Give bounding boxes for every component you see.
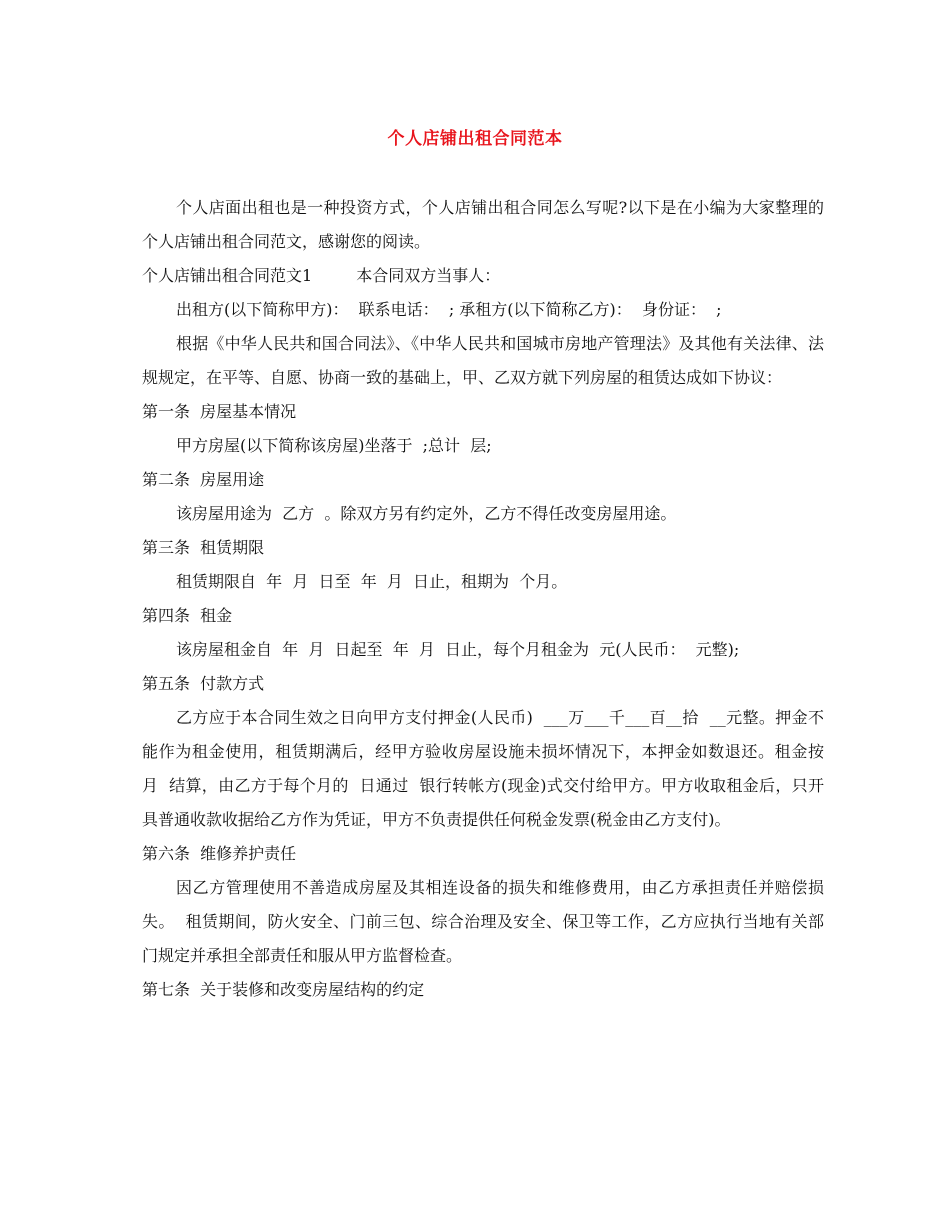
article-1-body: 甲方房屋(以下简称该房屋)坐落于 ;总计 层; — [176, 436, 492, 455]
article-1-title: 第一条 房屋基本情况 — [142, 402, 297, 421]
article-7-title: 第七条 关于装修和改变房屋结构的约定 — [142, 980, 425, 999]
article-6-title: 第六条 维修养护责任 — [142, 844, 297, 863]
document-body — [142, 191, 835, 1007]
basis-paragraph: 根据《中华人民共和国合同法》、《中华人民共和国城市房地产管理法》及其他有关法律、法规规定，在平等、自愿、协商一致的基础上，甲、乙双方就下列房屋的租赁达成如下协议： — [142, 334, 824, 387]
article-3-title: 第三条 租赁期限 — [142, 538, 265, 557]
article-4-title: 第四条 租金 — [142, 606, 233, 625]
sample-heading-line — [142, 259, 824, 293]
article-4-body: 该房屋租金自 年 月 日起至 年 月 日止，每个月租金为 元(人民币： 元整); — [176, 640, 740, 659]
sample-label: 个人店铺出租合同范文1 — [142, 266, 313, 285]
intro-paragraph: 个人店面出租也是一种投资方式，个人店铺出租合同怎么写呢?以下是在小编为大家整理的个人店铺出租合同范文，感谢您的阅读。 — [142, 198, 824, 251]
article-5-body: 乙方应于本合同生效之日向甲方支付押金(人民币) ___万___千___百__拾 __元整。押金不能作为租金使用，租赁期满后，经甲方验收房屋设施未损坏情况下，本押金如数退还。租金按 月 结算，由乙方于每个月的 日通过 银行转帐方(现金)式交付给甲方。甲方收取租金后，只开具普通收款收据给乙方作为凭证，甲方不负责提供任何税金发票(税金由乙方支付)。 — [142, 708, 835, 829]
article-5-title: 第五条 付款方式 — [142, 674, 265, 693]
article-6-body: 因乙方管理使用不善造成房屋及其相连设备的损失和维修费用，由乙方承担责任并赔偿损失。 租赁期间，防火安全、门前三包、综合治理及安全、保卫等工作，乙方应执行当地有关部门规定并承担全部责任和服从甲方监督检查。 — [142, 878, 824, 965]
article-2-title: 第二条 房屋用途 — [142, 470, 265, 489]
document-title: 个人店铺出租合同范本 — [387, 129, 563, 149]
parties-label: 本合同双方当事人： — [356, 266, 501, 285]
parties-line: 出租方(以下简称甲方)： 联系电话： ; 承租方(以下简称乙方)： 身份证： ; — [176, 300, 722, 319]
article-2-body: 该房屋用途为 乙方 。除双方另有约定外，乙方不得任改变房屋用途。 — [176, 504, 677, 523]
article-3-body: 租赁期限自 年 月 日至 年 月 日止，租期为 个月。 — [176, 572, 568, 591]
